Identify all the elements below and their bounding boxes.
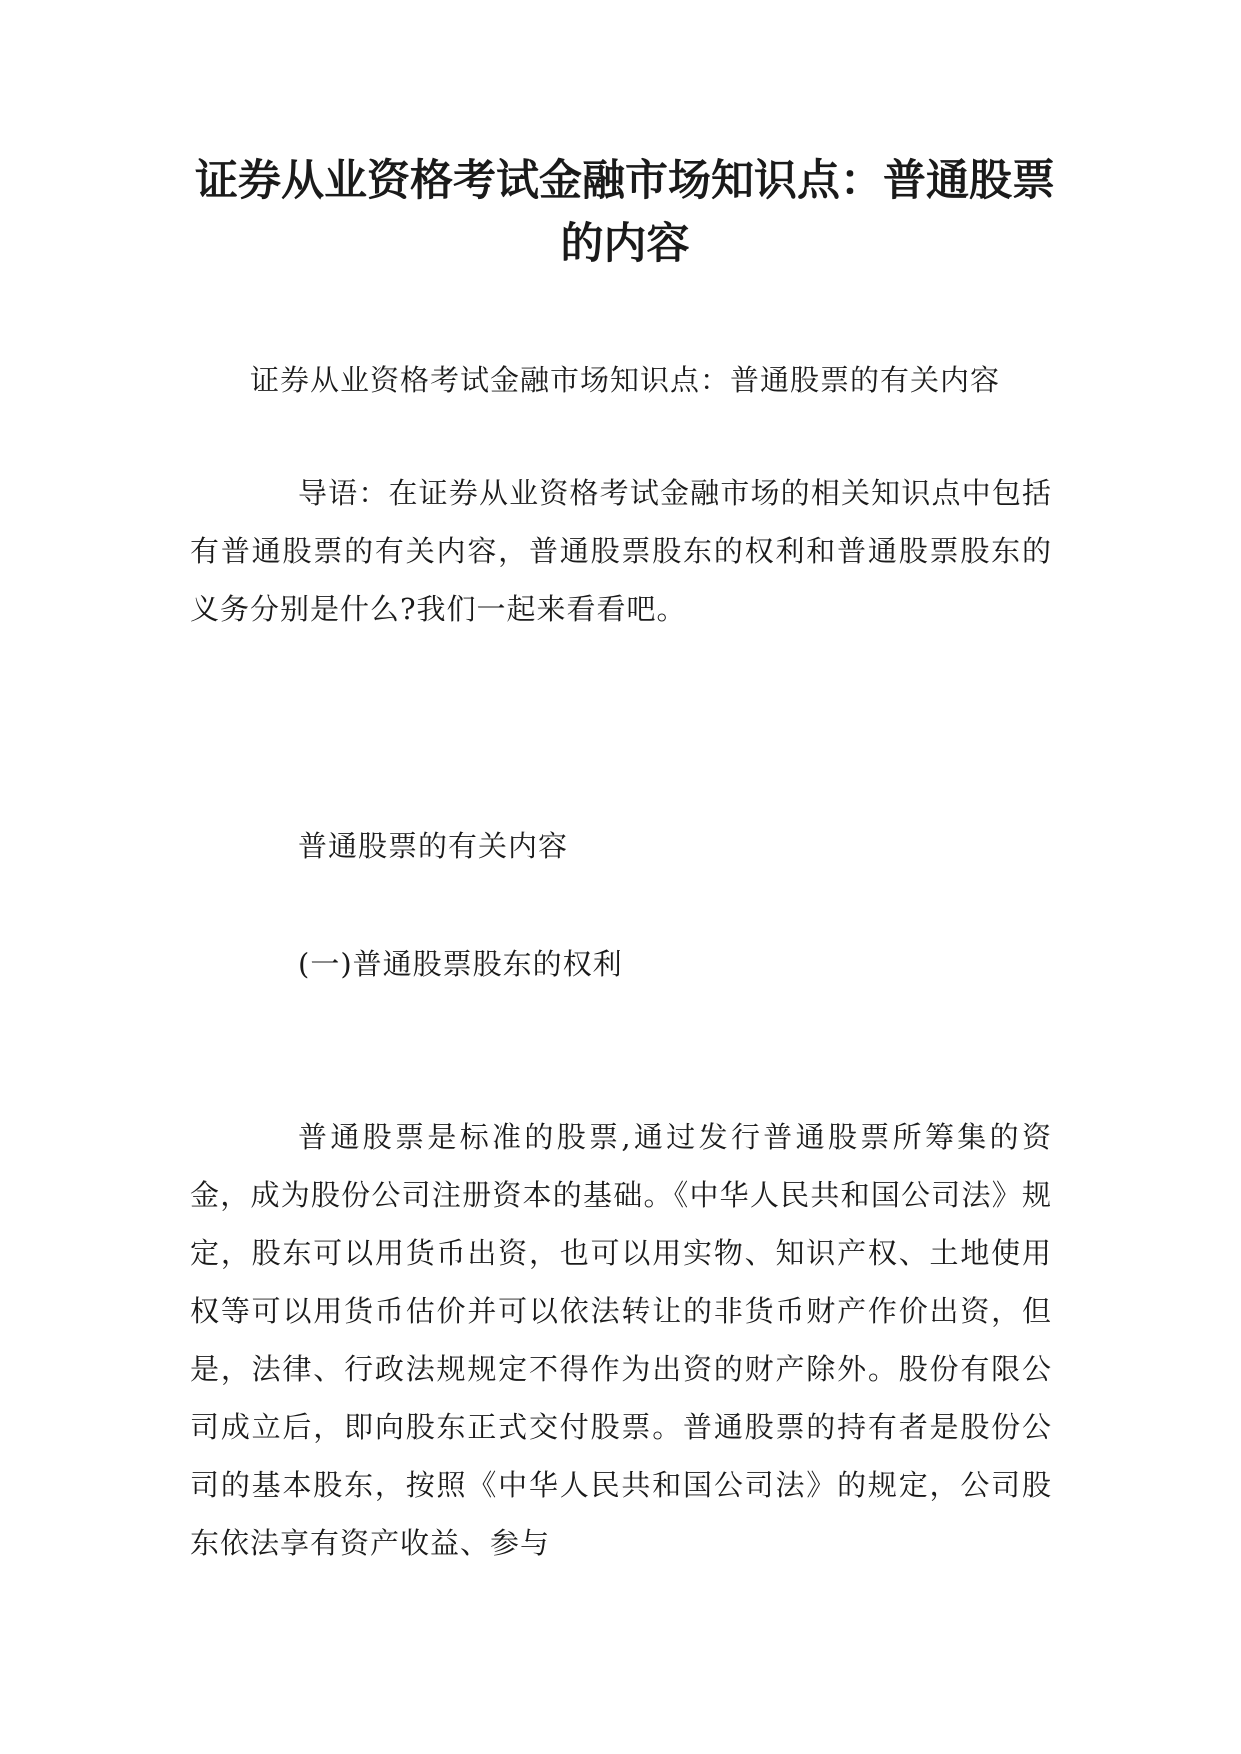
- intro-paragraph: 导语：在证券从业资格考试金融市场的相关知识点中包括有普通股票的有关内容，普通股票股东的权利和普通股票股东的义务分别是什么?我们一起来看看吧。: [190, 476, 1052, 626]
- body-paragraph: 普通股票是标准的股票,通过发行普通股票所筹集的资金，成为股份公司注册资本的基础。《中华人民共和国公司法》规定，股东可以用货币出资，也可以用实物、知识产权、土地使用权等可以用货币估价并可以依法转让的非货币财产作价出资，但是，法律、行政法规规定不得作为出资的财产除外。股份有限公司成立后，即向股东正式交付股票。普通股票的持有者是股份公司的基本股东，按照《中华人民共和国公司法》的规定，公司股东依法享有资产收益、参与: [190, 1120, 1052, 1560]
- section-heading: 普通股票的有关内容: [298, 829, 569, 863]
- document-subtitle: 证券从业资格考试金融市场知识点：普通股票的有关内容: [249, 363, 1000, 397]
- subsection-heading: (一)普通股票股东的权利: [298, 947, 623, 981]
- document-title: 证券从业资格考试金融市场知识点：普通股票的内容: [195, 156, 1055, 269]
